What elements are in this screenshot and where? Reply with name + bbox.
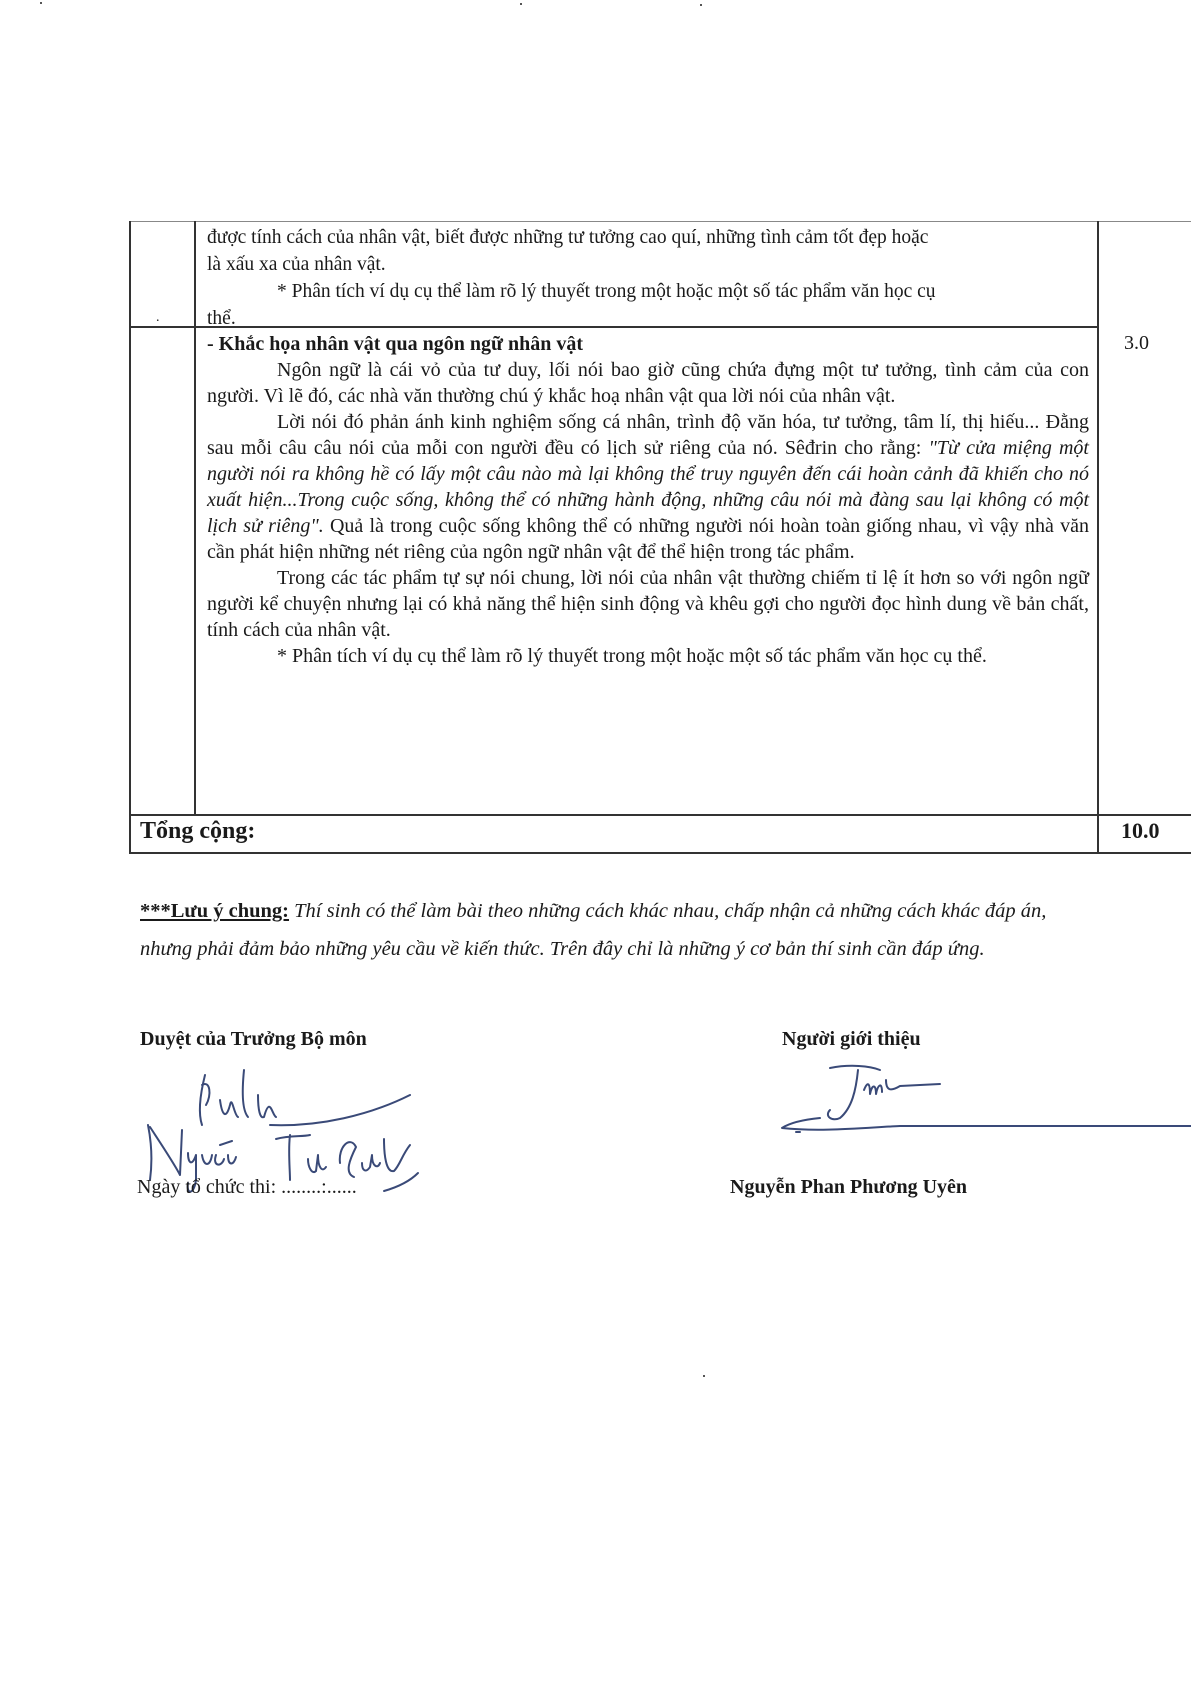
table-bottom-rule xyxy=(129,852,1191,854)
table-col-left-edge xyxy=(129,221,131,854)
row-line: được tính cách của nhân vật, biết được những tư tưởng cao quí, những tình cảm tốt đẹp hoặc xyxy=(207,227,929,248)
section-heading: - Khắc họa nhân vật qua ngôn ngữ nhân vật xyxy=(207,333,584,355)
exam-date-field: Ngày tổ chức thi: ........:...... xyxy=(137,1176,357,1198)
scan-speck xyxy=(703,1375,705,1377)
paragraph: Ngôn ngữ là cái vỏ của tư duy, lối nói bao giờ cũng chứa đựng một tư tưởng, tình cảm của con người. Vì lẽ đó, các nhà văn thường chú ý khắc hoạ nhân vật qua lời nói của nhân vật. xyxy=(207,359,1089,407)
row-line: là xấu xa của nhân vật. xyxy=(207,254,386,275)
presenter-signature xyxy=(760,1060,1191,1140)
table-top-rule xyxy=(129,221,1191,222)
presenter-title: Người giới thiệu xyxy=(782,1028,921,1050)
approver-title: Duyệt của Trưởng Bộ môn xyxy=(140,1028,367,1050)
paragraph: * Phân tích ví dụ cụ thể làm rõ lý thuyết trong một hoặc một số tác phẩm văn học cụ thể. xyxy=(277,645,987,667)
note-body: Thí sinh có thể làm bài theo những cách khác nhau, chấp nhận cả những cách khác đáp án, nhưng phải đảm bảo những yêu cầu về kiến thức. Trên đây chỉ là những ý cơ bản thí sinh cần đáp ứng. xyxy=(140,900,1047,960)
paragraph-with-quote xyxy=(207,409,1089,565)
row-score: 3.0 xyxy=(1124,332,1149,354)
row-line: * Phân tích ví dụ cụ thể làm rõ lý thuyết trong một hoặc một số tác phẩm văn học cụ xyxy=(277,281,936,302)
paragraph-text: Quả là trong cuộc sống không thể có những người nói hoàn toàn giống nhau, vì vậy nhà văn cần phát hiện những nét riêng của ngôn ngữ nhân vật để thể hiện trong tác phẩm. xyxy=(207,515,1089,563)
note-heading: ***Lưu ý chung: xyxy=(140,900,290,922)
margin-dot: . xyxy=(156,310,160,325)
row-line: thể. xyxy=(207,308,236,329)
table-total-rule xyxy=(129,814,1191,816)
scan-speck xyxy=(520,3,522,5)
table-row-continued xyxy=(207,224,1097,332)
presenter-name: Nguyễn Phan Phương Uyên xyxy=(730,1176,968,1198)
table-col-divider-2 xyxy=(1097,221,1099,854)
scan-speck xyxy=(40,2,42,4)
table-row-main xyxy=(207,331,1089,669)
total-label: Tổng cộng: xyxy=(140,818,256,844)
paragraph: Trong các tác phẩm tự sự nói chung, lời nói của nhân vật thường chiếm tỉ lệ ít hơn so với ngôn ngữ người kể chuyện nhưng lại có khả năng thể hiện sinh động và khêu gợi cho người đọc hình dung về bản chất, tính cách của nhân vật. xyxy=(207,567,1089,641)
scan-speck xyxy=(700,4,702,6)
paragraph-text: Lời nói đó phản ánh kinh nghiệm sống cá nhân, trình độ văn hóa, tư tưởng, tâm lí, thị hiếu... Đằng sau mỗi câu câu nói của mỗi con người đều có lịch sử riêng của nó. Sêđrin cho rằng: xyxy=(207,411,1089,459)
total-value: 10.0 xyxy=(1121,818,1160,843)
general-note xyxy=(140,892,1080,968)
table-col-divider-1 xyxy=(194,221,196,814)
quote-text: "Từ cửa miệng một người nói ra không hề có lấy một câu nào mà lại không thể truy nguyên đến cái hoàn cảnh đã khiến cho nó xuất hiện...Trong cuộc sống, không thể có những hành động, những câu nói mà đàng sau lại không có một lịch sử riêng". xyxy=(207,437,1089,537)
